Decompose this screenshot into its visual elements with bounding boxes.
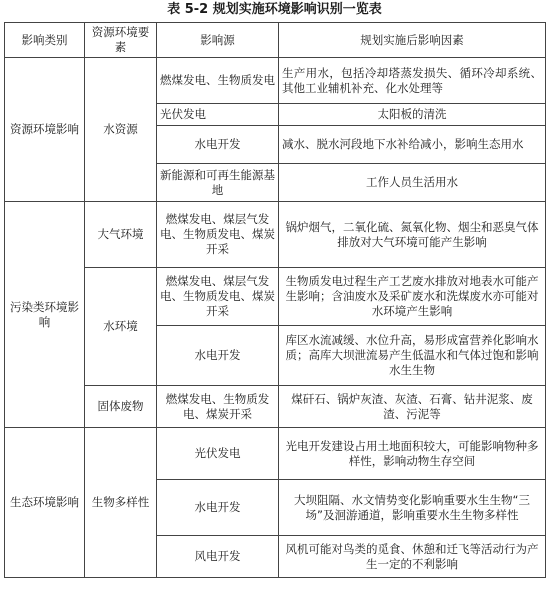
element-cell: 生物多样性 — [85, 428, 157, 578]
source-cell: 水电开发 — [157, 126, 279, 164]
source-cell: 新能源和可再生能源基地 — [157, 164, 279, 202]
category-cell: 生态环境影响 — [5, 428, 85, 578]
table-row — [5, 428, 546, 480]
source-cell: 光伏发电 — [157, 104, 279, 126]
factor-cell: 库区水流减缓、水位升高，易形成富营养化影响水质；高库大坝泄流易产生低温水和气体过饱和影响水生生物 — [279, 326, 546, 386]
header-resource-element: 资源环境要素 — [85, 23, 157, 58]
category-cell: 污染类环境影响 — [5, 202, 85, 428]
table-header-row — [5, 23, 546, 58]
source-cell: 燃煤发电、煤层气发电、生物质发电、煤炭开采 — [157, 268, 279, 326]
header-impact-category: 影响类别 — [5, 23, 85, 58]
factor-cell: 大坝阻隔、水文情势变化影响重要水生生物“三场”及洄游通道，影响重要水生生物多样性 — [279, 480, 546, 536]
source-cell: 燃煤发电、煤层气发电、生物质发电、煤炭开采 — [157, 202, 279, 268]
source-cell: 风电开发 — [157, 536, 279, 578]
header-impact-factor: 规划实施后影响因素 — [279, 23, 546, 58]
factor-cell: 风机可能对鸟类的觅食、休憩和迁飞等活动行为产生一定的不利影响 — [279, 536, 546, 578]
table-row — [5, 268, 546, 326]
category-cell: 资源环境影响 — [5, 58, 85, 202]
source-cell: 燃煤发电、生物质发电 — [157, 58, 279, 104]
source-cell: 燃煤发电、生物质发电、煤炭开采 — [157, 386, 279, 428]
factor-cell: 减水、脱水河段地下水补给减小，影响生态用水 — [279, 126, 546, 164]
table-row — [5, 386, 546, 428]
source-cell: 水电开发 — [157, 326, 279, 386]
element-cell: 水环境 — [85, 268, 157, 386]
source-cell: 光伏发电 — [157, 428, 279, 480]
factor-cell: 煤矸石、锅炉灰渣、灰渣、石膏、钻井泥浆、废渣、污泥等 — [279, 386, 546, 428]
table-title: 表 5-2 规划实施环境影响识别一览表 — [167, 2, 382, 17]
factor-cell: 锅炉烟气，二氧化硫、氮氧化物、烟尘和恶臭气体排放对大气环境可能产生影响 — [279, 202, 546, 268]
factor-cell: 工作人员生活用水 — [279, 164, 546, 202]
element-cell: 固体废物 — [85, 386, 157, 428]
factor-cell: 生产用水，包括冷却塔蒸发损失、循环冷却系统、其他工业辅机补充、化水处理等 — [279, 58, 546, 104]
element-cell: 水资源 — [85, 58, 157, 202]
factor-cell: 光电开发建设占用土地面积较大，可能影响物种多样性，影响动物生存空间 — [279, 428, 546, 480]
element-cell: 大气环境 — [85, 202, 157, 268]
source-cell: 水电开发 — [157, 480, 279, 536]
header-impact-source: 影响源 — [157, 23, 279, 58]
impact-identification-table — [4, 22, 546, 578]
factor-cell: 生物质发电过程生产工艺废水排放对地表水可能产生影响；含油废水及采矿废水和洗煤废水亦可能对水环境产生影响 — [279, 268, 546, 326]
factor-cell: 太阳板的清洗 — [279, 104, 546, 126]
table-row — [5, 202, 546, 268]
table-row — [5, 58, 546, 104]
